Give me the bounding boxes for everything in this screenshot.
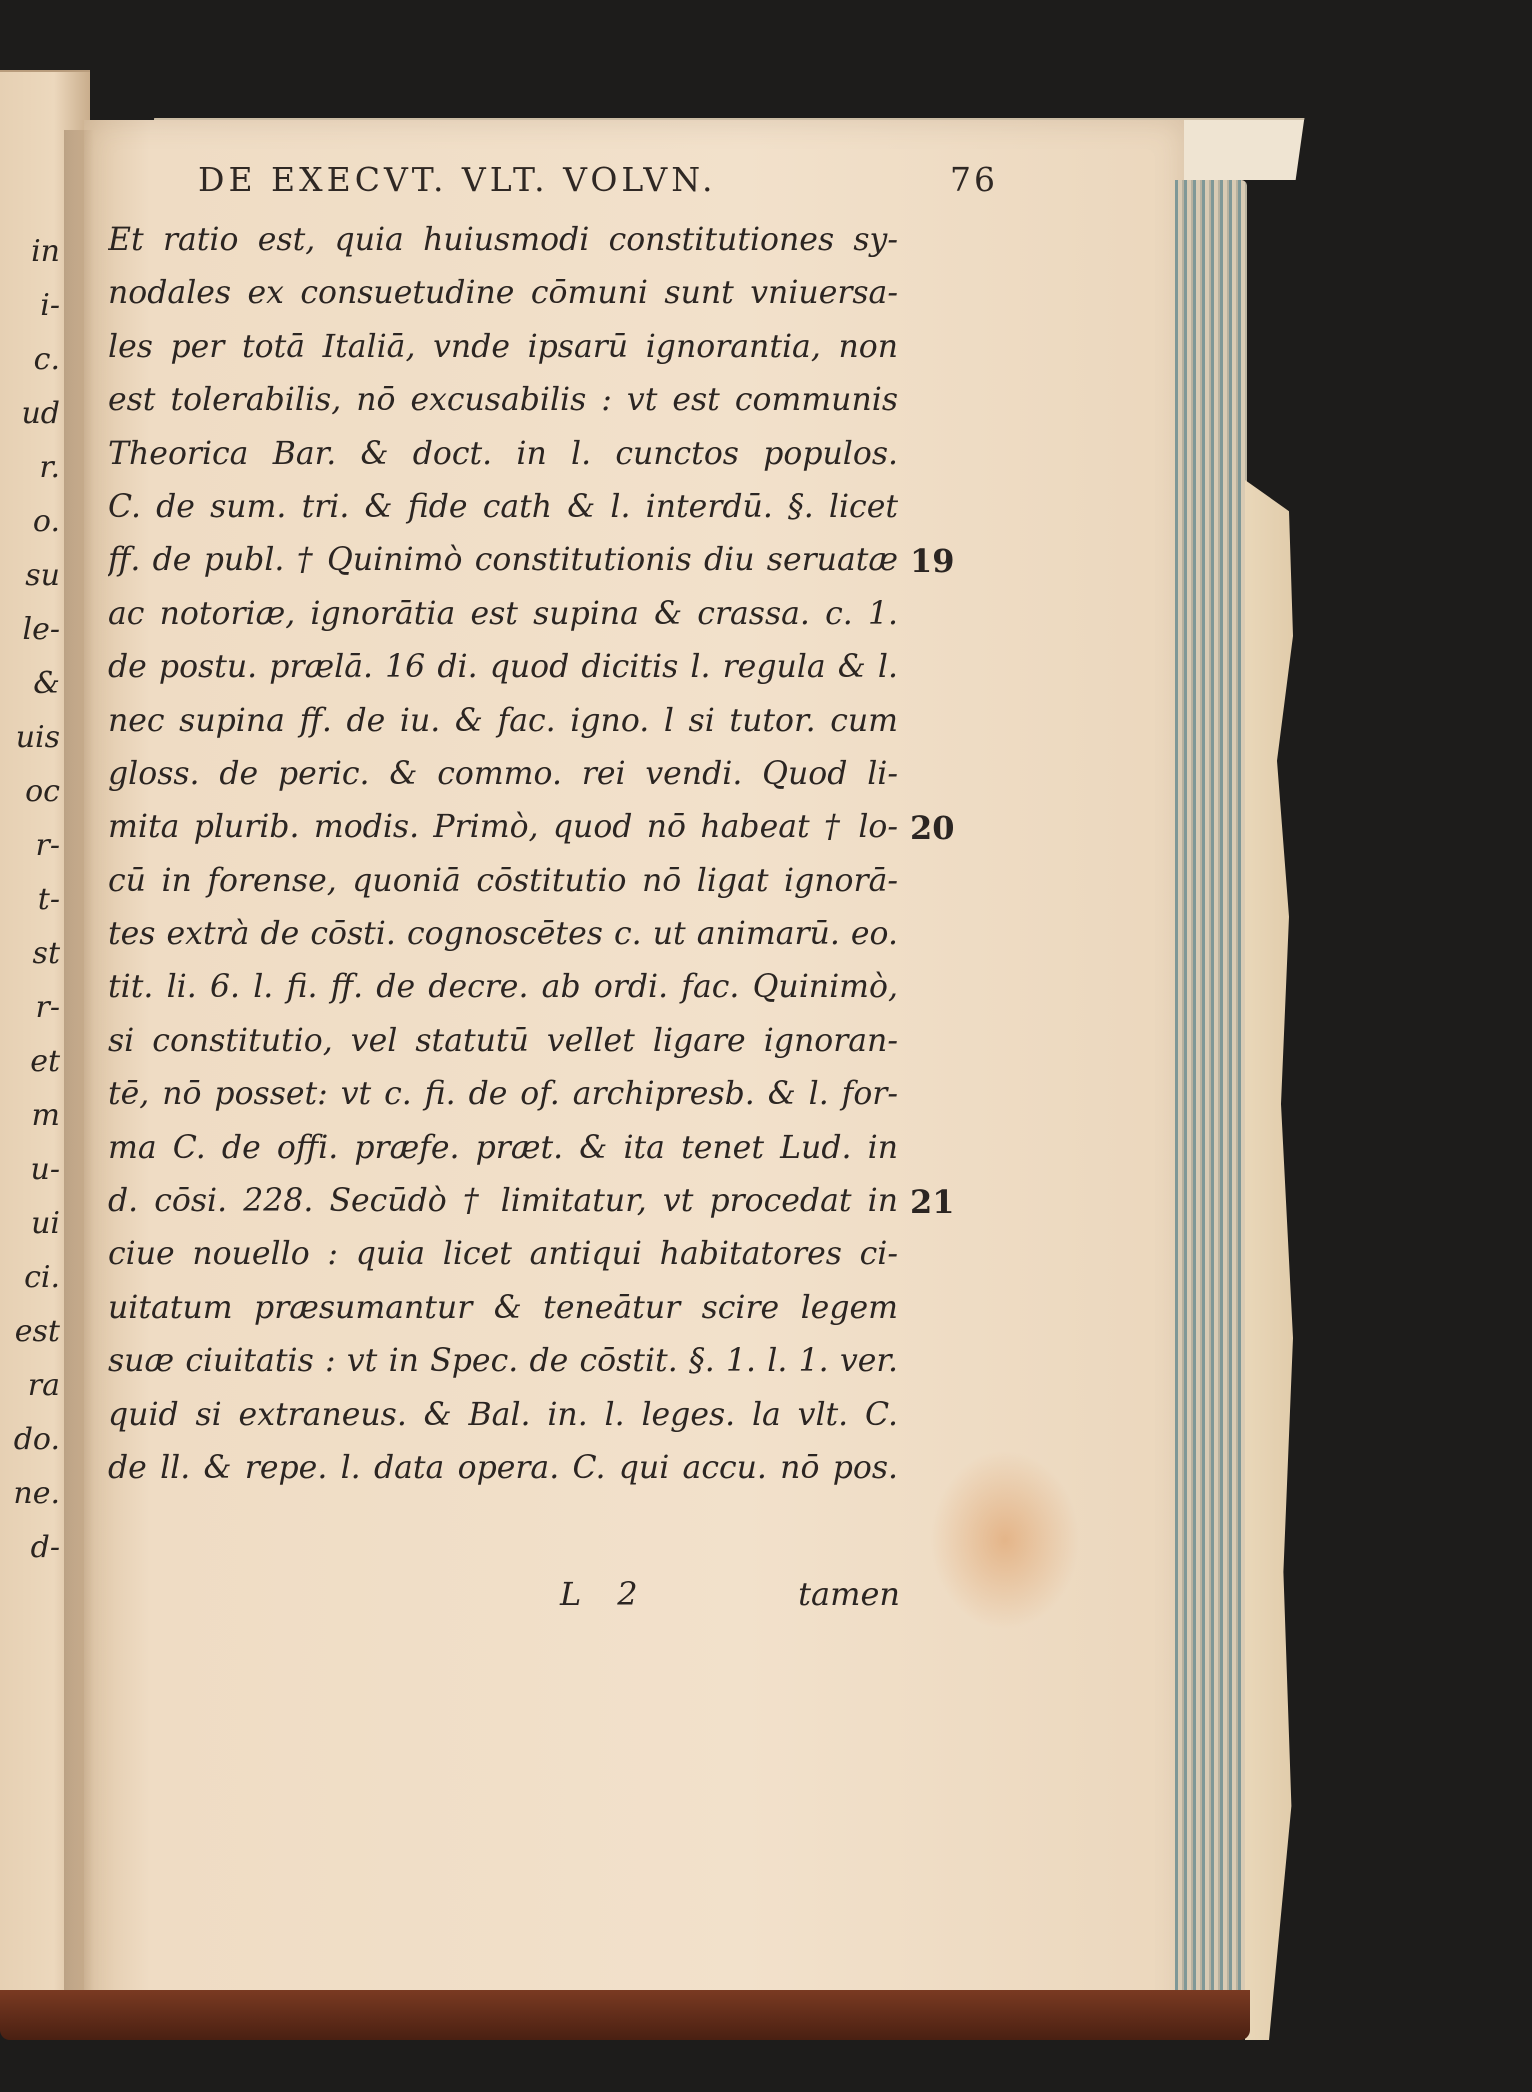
left-page-fragment: do. xyxy=(13,1422,60,1457)
text-line: ac notoriæ, ignorātia est supina & crassa. c. 1. xyxy=(108,595,898,632)
text-line: C. de sum. tri. & fide cath & l. interdū. §. licet xyxy=(108,488,898,525)
text-line: gloss. de peric. & commo. rei vendi. Quod li- xyxy=(108,755,898,792)
text-line: tē, nō posset: vt c. fi. de of. archipresb. & l. for- xyxy=(108,1076,898,1113)
text-line: ma C. de offi. præfe. præt. & ita tenet Lud. in xyxy=(108,1129,898,1166)
left-page-fragments xyxy=(0,225,60,1575)
text-line: tit. li. 6. l. fi. ff. de decre. ab ordi. fac. Quinimò, xyxy=(108,969,898,1006)
body-text xyxy=(108,214,916,1495)
text-line: mita plurib. modis. Primò, quod nō habeat † lo- xyxy=(108,809,898,846)
signature-mark xyxy=(560,1575,638,1613)
left-page-fragment: d- xyxy=(30,1530,60,1565)
text-line: si constitutio, vel statutū vellet ligare ignoran- xyxy=(108,1022,898,1059)
left-page-fragment: c. xyxy=(33,342,60,377)
foxing-stain xyxy=(930,1450,1080,1630)
left-page-fragment: et xyxy=(30,1044,60,1079)
folio-number: 76 xyxy=(950,160,998,199)
margin-number: 21 xyxy=(910,1183,955,1222)
text-line: est tolerabilis, nō excusabilis : vt est communis xyxy=(108,382,898,419)
left-page-fragment: ci. xyxy=(24,1260,60,1295)
text-line: suæ ciuitatis : vt in Spec. de cōstit. §. 1. l. 1. ver. xyxy=(108,1343,898,1380)
left-page-fragment: est xyxy=(14,1314,60,1349)
book-board xyxy=(0,1990,1250,2040)
text-line: nodales ex consuetudine cōmuni sunt vniuersa- xyxy=(108,275,898,312)
text-line: cū in forense, quoniā cōstitutio nō ligat ignorā- xyxy=(108,862,898,899)
left-page-fragment: st xyxy=(32,936,60,971)
page-edges xyxy=(1175,180,1247,2040)
left-page-fragment: le- xyxy=(22,612,60,647)
left-page-fragment: r- xyxy=(35,828,60,863)
text-line: tes extrà de cōsti. cognoscētes c. ut animarū. eo. xyxy=(108,916,898,953)
left-page-fragment: ra xyxy=(27,1368,60,1403)
left-page-fragment: u- xyxy=(30,1152,60,1187)
signature-letter: L xyxy=(560,1575,582,1613)
text-line: de ll. & repe. l. data opera. C. qui accu. nō pos. xyxy=(108,1449,898,1486)
margin-number: 19 xyxy=(910,542,955,581)
left-page-fragment: t- xyxy=(37,882,60,917)
text-line: Theorica Bar. & doct. in l. cunctos populos. xyxy=(108,435,898,472)
left-page-fragment: & xyxy=(33,666,60,701)
left-page-fragment: ud xyxy=(21,396,60,431)
text-line: les per totā Italiā, vnde ipsarū ignorantia, non xyxy=(108,328,898,365)
torn-flyleaf xyxy=(1245,480,1325,2040)
left-page-fragment: uis xyxy=(15,720,60,755)
left-page-fragment: o. xyxy=(32,504,60,539)
left-page-fragment: ne. xyxy=(13,1476,60,1511)
text-line: de postu. prælā. 16 di. quod dicitis l. regula & l. xyxy=(108,649,898,686)
running-head-title: DE EXECVT. VLT. VOLVN. xyxy=(198,160,717,199)
left-page-fragment: i- xyxy=(40,288,60,323)
page-footer xyxy=(560,1575,900,1613)
left-page-fragment: ui xyxy=(31,1206,60,1241)
text-line: d. cōsi. 228. Secūdò † limitatur, vt procedat in xyxy=(108,1183,898,1220)
signature-number: 2 xyxy=(617,1575,638,1613)
text-line: quid si extraneus. & Bal. in. l. leges. la vlt. C. xyxy=(108,1396,898,1433)
gutter-shadow xyxy=(64,130,94,2020)
text-line: ciue nouello : quia licet antiqui habitatores ci- xyxy=(108,1236,898,1273)
left-page-fragment: r- xyxy=(35,990,60,1025)
text-line: ff. de publ. † Quinimò constitutionis diu seruatæ xyxy=(108,542,898,579)
text-line: uitatum præsumantur & teneātur scire legem xyxy=(108,1289,898,1326)
left-page-fragment: m xyxy=(31,1098,60,1133)
margin-number: 20 xyxy=(910,809,955,848)
left-page-fragment: in xyxy=(31,234,60,269)
text-line: Et ratio est, quia huiusmodi constitutiones sy- xyxy=(108,222,898,258)
catchword: tamen xyxy=(798,1575,900,1613)
left-page-fragment: su xyxy=(25,558,60,593)
left-page-fragment: oc xyxy=(25,774,60,809)
left-page-fragment: r. xyxy=(39,450,60,485)
running-head xyxy=(198,160,998,214)
text-line: nec supina ff. de iu. & fac. igno. l si tutor. cum xyxy=(108,702,898,739)
